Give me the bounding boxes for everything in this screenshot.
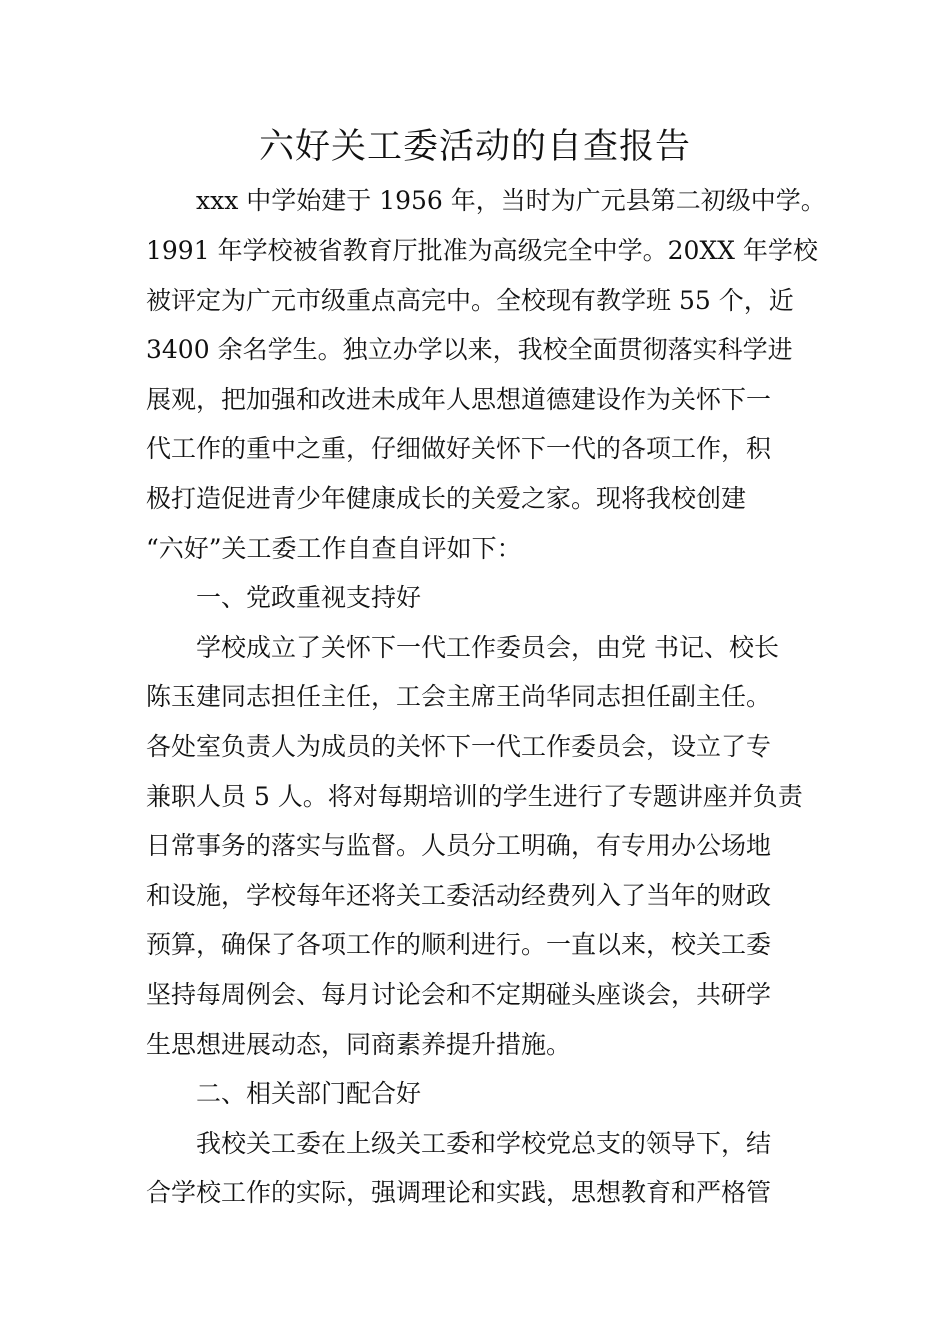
- paragraph-line: 坚持每周例会、每月讨论会和不定期碰头座谈会，共研学: [146, 980, 772, 1009]
- paragraph-line: xxx 中学始建于 1956 年，当时为广元县第二初级中学。: [196, 186, 826, 215]
- paragraph-line: 1991 年学校被省教育厅批准为高级完全中学。20XX 年学校: [146, 236, 818, 265]
- paragraph-line: 陈玉建同志担任主任，工会主席王尚华同志担任副主任。: [146, 682, 772, 711]
- paragraph-line: 被评定为广元市级重点高完中。全校现有教学班 55 个，近: [146, 286, 794, 315]
- paragraph-line: 预算，确保了各项工作的顺利进行。一直以来，校关工委: [146, 930, 772, 959]
- paragraph-line: 兼职人员 5 人。将对每期培训的学生进行了专题讲座并负责: [146, 782, 803, 811]
- paragraph-line: 学校成立了关怀下一代工作委员会，由党 书记、校长: [196, 633, 779, 662]
- section-heading: 一、党政重视支持好: [196, 583, 422, 612]
- paragraph-line: 各处室负责人为成员的关怀下一代工作委员会，设立了专: [146, 732, 772, 761]
- paragraph-line: “六好”关工委工作自查自评如下：: [146, 534, 522, 563]
- paragraph-line: 我校关工委在上级关工委和学校党总支的领导下，结: [196, 1129, 772, 1158]
- paragraph-line: 展观，把加强和改进未成年人思想道德建设作为关怀下一: [146, 385, 772, 414]
- paragraph-line: 生思想进展动态，同商素养提升措施。: [146, 1030, 572, 1059]
- paragraph-line: 日常事务的落实与监督。人员分工明确，有专用办公场地: [146, 831, 772, 860]
- section-heading: 二、相关部门配合好: [196, 1079, 422, 1108]
- paragraph-line: 3400 余名学生。独立办学以来，我校全面贯彻落实科学进: [146, 335, 793, 364]
- document-title: 六好关工委活动的自查报告: [258, 127, 691, 167]
- paragraph-line: 极打造促进青少年健康成长的关爱之家。现将我校创建: [146, 484, 747, 513]
- paragraph-line: 合学校工作的实际，强调理论和实践，思想教育和严格管: [146, 1178, 772, 1207]
- paragraph-line: 和设施，学校每年还将关工委活动经费列入了当年的财政: [146, 881, 772, 910]
- paragraph-line: 代工作的重中之重，仔细做好关怀下一代的各项工作，积: [146, 434, 772, 463]
